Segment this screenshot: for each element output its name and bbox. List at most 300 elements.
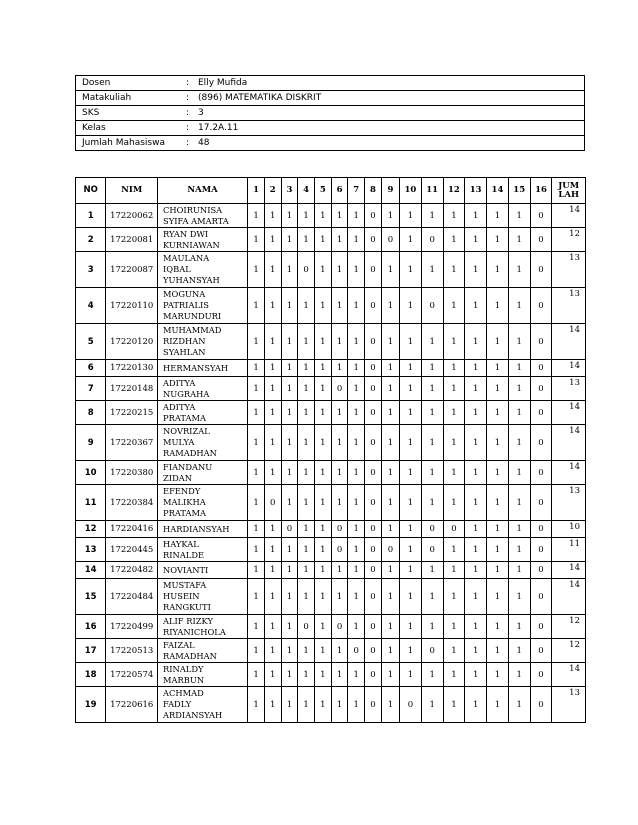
attendance-mark: 0 <box>331 377 348 401</box>
row-nim: 17220384 <box>106 485 158 521</box>
attendance-mark: 1 <box>465 324 487 360</box>
attendance-mark: 1 <box>331 687 348 723</box>
attendance-mark: 1 <box>348 663 365 687</box>
attendance-mark: 0 <box>365 252 382 288</box>
row-total-cell <box>552 377 586 401</box>
nama-line: KURNIAWAN <box>163 239 220 250</box>
info-row <box>76 106 585 121</box>
attendance-mark: 1 <box>348 562 365 579</box>
attendance-mark: 0 <box>530 615 552 639</box>
attendance-mark: 1 <box>465 521 487 538</box>
row-nim: 17220416 <box>106 521 158 538</box>
table-row <box>76 687 586 723</box>
attendance-mark: 0 <box>365 538 382 562</box>
attendance-mark: 0 <box>331 538 348 562</box>
row-nim: 17220367 <box>106 425 158 461</box>
attendance-mark: 1 <box>248 521 265 538</box>
attendance-mark: 0 <box>365 461 382 485</box>
attendance-mark: 0 <box>530 228 552 252</box>
attendance-mark: 1 <box>264 401 281 425</box>
attendance-mark: 1 <box>400 538 422 562</box>
row-number: 19 <box>76 687 106 723</box>
row-nama <box>158 485 248 521</box>
attendance-mark: 1 <box>508 288 530 324</box>
row-number: 13 <box>76 538 106 562</box>
attendance-mark: 1 <box>314 324 331 360</box>
attendance-mark: 1 <box>348 252 365 288</box>
attendance-mark: 0 <box>381 228 399 252</box>
table-header-row <box>76 178 586 204</box>
attendance-mark: 0 <box>530 425 552 461</box>
attendance-mark: 0 <box>530 538 552 562</box>
attendance-mark: 1 <box>314 639 331 663</box>
attendance-mark: 1 <box>421 461 443 485</box>
row-total: 14 <box>569 205 580 215</box>
row-number: 6 <box>76 360 106 377</box>
attendance-mark: 1 <box>281 204 298 228</box>
attendance-mark: 1 <box>381 615 399 639</box>
attendance-mark: 1 <box>331 639 348 663</box>
attendance-mark: 1 <box>421 401 443 425</box>
attendance-mark: 0 <box>530 687 552 723</box>
row-nama <box>158 425 248 461</box>
row-nama <box>158 687 248 723</box>
header-meeting-12: 12 <box>443 178 465 204</box>
attendance-mark: 0 <box>381 538 399 562</box>
attendance-mark: 1 <box>264 425 281 461</box>
attendance-mark: 1 <box>465 615 487 639</box>
attendance-mark: 1 <box>264 204 281 228</box>
attendance-mark: 1 <box>248 461 265 485</box>
attendance-mark: 1 <box>248 485 265 521</box>
row-number: 9 <box>76 425 106 461</box>
header-meeting-5: 5 <box>314 178 331 204</box>
attendance-mark: 1 <box>465 461 487 485</box>
attendance-mark: 1 <box>348 521 365 538</box>
info-value: 48 <box>198 138 210 148</box>
attendance-mark: 1 <box>314 461 331 485</box>
attendance-mark: 1 <box>331 252 348 288</box>
attendance-mark: 1 <box>487 639 509 663</box>
table-row <box>76 425 586 461</box>
nama-line: ALIF RIZKY <box>163 615 213 626</box>
attendance-mark: 1 <box>314 579 331 615</box>
nama-line: ZIDAN <box>163 472 192 483</box>
attendance-mark: 1 <box>281 538 298 562</box>
attendance-mark: 1 <box>443 377 465 401</box>
row-number: 16 <box>76 615 106 639</box>
attendance-mark: 0 <box>530 377 552 401</box>
attendance-mark: 1 <box>381 521 399 538</box>
header-meeting-16: 16 <box>530 178 552 204</box>
nama-line: RIZDHAN <box>163 336 206 346</box>
table-row <box>76 562 586 579</box>
attendance-mark: 0 <box>331 521 348 538</box>
row-nim: 17220482 <box>106 562 158 579</box>
attendance-mark: 1 <box>264 663 281 687</box>
attendance-mark: 1 <box>443 324 465 360</box>
row-total: 13 <box>569 378 580 388</box>
attendance-mark: 1 <box>508 324 530 360</box>
attendance-mark: 1 <box>248 324 265 360</box>
nama-line: MUHAMMAD <box>163 325 222 335</box>
attendance-mark: 1 <box>508 521 530 538</box>
header-meeting-1: 1 <box>248 178 265 204</box>
attendance-mark: 0 <box>530 461 552 485</box>
nama-line: RAMADHAN <box>163 448 217 458</box>
attendance-mark: 1 <box>381 288 399 324</box>
nama-line: PRATAMA <box>163 508 206 518</box>
attendance-mark: 1 <box>348 377 365 401</box>
row-nama <box>158 521 248 538</box>
attendance-mark: 1 <box>281 639 298 663</box>
attendance-mark: 1 <box>443 562 465 579</box>
row-total-cell <box>552 204 586 228</box>
row-number: 3 <box>76 252 106 288</box>
row-total: 14 <box>569 462 580 472</box>
row-number: 5 <box>76 324 106 360</box>
row-total: 14 <box>569 664 580 674</box>
attendance-mark: 1 <box>264 615 281 639</box>
attendance-mark: 1 <box>400 615 422 639</box>
attendance-mark: 0 <box>365 521 382 538</box>
attendance-mark: 1 <box>443 461 465 485</box>
row-nama <box>158 288 248 324</box>
row-number: 7 <box>76 377 106 401</box>
table-row <box>76 324 586 360</box>
attendance-mark: 1 <box>487 401 509 425</box>
header-meeting-4: 4 <box>298 178 315 204</box>
attendance-mark: 1 <box>508 360 530 377</box>
attendance-mark: 1 <box>487 562 509 579</box>
row-nama <box>158 615 248 639</box>
attendance-mark: 1 <box>314 204 331 228</box>
attendance-mark: 1 <box>487 377 509 401</box>
header-nim: NIM <box>106 178 158 204</box>
info-colon: : <box>186 93 190 103</box>
attendance-mark: 0 <box>530 204 552 228</box>
nama-line: FADLY <box>163 699 192 709</box>
attendance-mark: 1 <box>298 228 315 252</box>
row-total-cell <box>552 425 586 461</box>
attendance-mark: 1 <box>508 252 530 288</box>
header-no: NO <box>76 178 106 204</box>
attendance-mark: 1 <box>381 562 399 579</box>
attendance-mark: 0 <box>421 521 443 538</box>
row-nim: 17220062 <box>106 204 158 228</box>
attendance-mark: 1 <box>281 401 298 425</box>
attendance-mark: 1 <box>331 288 348 324</box>
attendance-mark: 0 <box>530 288 552 324</box>
attendance-mark: 1 <box>465 425 487 461</box>
attendance-mark: 1 <box>465 562 487 579</box>
row-total: 13 <box>569 253 580 263</box>
attendance-mark: 1 <box>508 639 530 663</box>
attendance-mark: 1 <box>298 324 315 360</box>
attendance-mark: 0 <box>264 485 281 521</box>
attendance-mark: 1 <box>508 579 530 615</box>
nama-line: SYAHLAN <box>163 347 206 357</box>
attendance-mark: 0 <box>365 562 382 579</box>
nama-line: CHOIRUNISA <box>163 204 223 215</box>
info-colon: : <box>186 78 190 88</box>
table-row <box>76 360 586 377</box>
row-total: 11 <box>569 539 580 549</box>
table-row <box>76 521 586 538</box>
info-label: Kelas <box>76 121 183 136</box>
row-total: 14 <box>569 361 580 371</box>
attendance-mark: 1 <box>264 252 281 288</box>
nama-line: ADITYA <box>163 401 196 412</box>
nama-line: ADITYA <box>163 377 196 388</box>
attendance-mark: 1 <box>331 579 348 615</box>
attendance-mark: 1 <box>381 425 399 461</box>
row-nama <box>158 377 248 401</box>
attendance-mark: 1 <box>443 485 465 521</box>
nama-line: HARDIANSYAH <box>163 523 230 534</box>
attendance-mark: 1 <box>421 324 443 360</box>
attendance-mark: 1 <box>298 288 315 324</box>
attendance-mark: 1 <box>400 204 422 228</box>
attendance-mark: 1 <box>348 324 365 360</box>
attendance-mark: 1 <box>248 360 265 377</box>
attendance-mark: 0 <box>365 204 382 228</box>
attendance-mark: 1 <box>298 663 315 687</box>
attendance-mark: 1 <box>421 377 443 401</box>
attendance-mark: 1 <box>487 615 509 639</box>
attendance-mark: 1 <box>314 562 331 579</box>
attendance-mark: 1 <box>348 538 365 562</box>
attendance-mark: 1 <box>298 377 315 401</box>
attendance-mark: 0 <box>400 687 422 723</box>
attendance-mark: 1 <box>264 687 281 723</box>
attendance-mark: 1 <box>508 401 530 425</box>
nama-line: ARDIANSYAH <box>163 710 223 720</box>
attendance-mark: 1 <box>487 485 509 521</box>
row-total-cell <box>552 579 586 615</box>
attendance-mark: 0 <box>530 639 552 663</box>
attendance-mark: 1 <box>264 521 281 538</box>
attendance-mark: 1 <box>298 425 315 461</box>
row-total-cell <box>552 562 586 579</box>
info-value: Elly Mufida <box>198 78 248 88</box>
attendance-mark: 1 <box>421 425 443 461</box>
nama-line: RAMADHAN <box>163 650 217 661</box>
attendance-mark: 1 <box>400 228 422 252</box>
nama-line: SYIFA AMARTA <box>163 215 229 226</box>
attendance-mark: 1 <box>348 204 365 228</box>
row-nama <box>158 562 248 579</box>
attendance-mark: 1 <box>400 360 422 377</box>
row-total: 13 <box>569 486 580 496</box>
attendance-mark: 1 <box>465 401 487 425</box>
attendance-mark: 1 <box>348 579 365 615</box>
attendance-mark: 1 <box>508 687 530 723</box>
row-number: 12 <box>76 521 106 538</box>
row-nim: 17220120 <box>106 324 158 360</box>
attendance-mark: 1 <box>508 228 530 252</box>
nama-line: NOVRIZAL <box>163 426 210 436</box>
info-row <box>76 136 585 151</box>
attendance-mark: 1 <box>281 562 298 579</box>
nama-line: HERMANSYAH <box>163 362 229 373</box>
attendance-mark: 1 <box>400 521 422 538</box>
attendance-mark: 1 <box>248 615 265 639</box>
attendance-mark: 1 <box>487 360 509 377</box>
attendance-mark: 1 <box>331 425 348 461</box>
row-total-cell <box>552 663 586 687</box>
row-total-cell <box>552 615 586 639</box>
attendance-mark: 1 <box>508 663 530 687</box>
nama-line: MULYA <box>163 437 195 447</box>
attendance-mark: 1 <box>314 485 331 521</box>
nama-line: PATRIALIS <box>163 300 209 310</box>
attendance-mark: 1 <box>314 615 331 639</box>
attendance-mark: 1 <box>281 579 298 615</box>
row-nim: 17220499 <box>106 615 158 639</box>
attendance-mark: 1 <box>443 687 465 723</box>
row-number: 1 <box>76 204 106 228</box>
attendance-mark: 1 <box>264 228 281 252</box>
row-number: 15 <box>76 579 106 615</box>
attendance-mark: 1 <box>400 663 422 687</box>
attendance-mark: 1 <box>465 579 487 615</box>
attendance-mark: 1 <box>381 579 399 615</box>
attendance-mark: 1 <box>248 204 265 228</box>
attendance-mark: 1 <box>508 377 530 401</box>
attendance-mark: 1 <box>314 377 331 401</box>
nama-line: RYAN DWI <box>163 228 209 239</box>
info-row <box>76 76 585 91</box>
row-number: 2 <box>76 228 106 252</box>
attendance-mark: 1 <box>487 204 509 228</box>
attendance-mark: 1 <box>465 485 487 521</box>
header-meeting-3: 3 <box>281 178 298 204</box>
attendance-mark: 1 <box>443 401 465 425</box>
attendance-mark: 1 <box>487 288 509 324</box>
table-row <box>76 538 586 562</box>
info-row <box>76 91 585 106</box>
info-value-cell <box>182 106 585 121</box>
attendance-mark: 1 <box>487 425 509 461</box>
attendance-mark: 1 <box>248 562 265 579</box>
attendance-mark: 1 <box>264 538 281 562</box>
header-total: JUM LAH <box>552 178 586 204</box>
row-nim: 17220574 <box>106 663 158 687</box>
row-number: 17 <box>76 639 106 663</box>
header-meeting-7: 7 <box>348 178 365 204</box>
header-meeting-13: 13 <box>465 178 487 204</box>
row-total-cell <box>552 252 586 288</box>
header-nama: NAMA <box>158 178 248 204</box>
nama-line: RANGKUTI <box>163 602 211 612</box>
header-meeting-15: 15 <box>508 178 530 204</box>
attendance-mark: 1 <box>348 485 365 521</box>
attendance-mark: 0 <box>530 663 552 687</box>
nama-line: PRATAMA <box>163 412 206 423</box>
table-row <box>76 204 586 228</box>
nama-line: RINALDY <box>163 663 204 674</box>
attendance-mark: 1 <box>248 377 265 401</box>
attendance-mark: 1 <box>348 228 365 252</box>
attendance-mark: 1 <box>248 687 265 723</box>
attendance-mark: 1 <box>298 579 315 615</box>
info-row <box>76 121 585 136</box>
attendance-mark: 1 <box>298 639 315 663</box>
row-total-cell <box>552 639 586 663</box>
attendance-mark: 1 <box>465 228 487 252</box>
table-row <box>76 579 586 615</box>
attendance-mark: 0 <box>365 288 382 324</box>
row-total-cell <box>552 288 586 324</box>
attendance-mark: 1 <box>314 401 331 425</box>
attendance-mark: 0 <box>365 663 382 687</box>
attendance-mark: 1 <box>421 485 443 521</box>
attendance-mark: 1 <box>465 360 487 377</box>
attendance-mark: 1 <box>508 425 530 461</box>
attendance-mark: 1 <box>348 615 365 639</box>
attendance-mark: 1 <box>443 639 465 663</box>
attendance-mark: 1 <box>443 252 465 288</box>
attendance-mark: 0 <box>530 324 552 360</box>
attendance-mark: 1 <box>421 252 443 288</box>
attendance-mark: 1 <box>281 324 298 360</box>
row-total-cell <box>552 485 586 521</box>
attendance-mark: 1 <box>281 485 298 521</box>
attendance-mark: 1 <box>508 485 530 521</box>
attendance-mark: 0 <box>530 360 552 377</box>
row-total: 13 <box>569 289 580 299</box>
attendance-mark: 0 <box>530 562 552 579</box>
attendance-mark: 1 <box>331 204 348 228</box>
attendance-mark: 1 <box>487 228 509 252</box>
attendance-mark: 1 <box>314 663 331 687</box>
nama-line: NUGRAHA <box>163 388 210 399</box>
attendance-mark: 1 <box>281 288 298 324</box>
attendance-mark: 1 <box>331 401 348 425</box>
attendance-mark: 1 <box>400 485 422 521</box>
table-row <box>76 252 586 288</box>
row-total: 13 <box>569 688 580 698</box>
attendance-mark: 1 <box>487 252 509 288</box>
nama-line: YUHANSYAH <box>163 275 220 285</box>
table-row <box>76 461 586 485</box>
header-meeting-8: 8 <box>365 178 382 204</box>
header-meeting-14: 14 <box>487 178 509 204</box>
attendance-mark: 1 <box>348 425 365 461</box>
attendance-mark: 0 <box>365 324 382 360</box>
attendance-mark: 1 <box>381 639 399 663</box>
attendance-mark: 1 <box>248 252 265 288</box>
attendance-mark: 1 <box>298 485 315 521</box>
row-total: 14 <box>569 325 580 335</box>
header-meeting-11: 11 <box>421 178 443 204</box>
row-nama <box>158 228 248 252</box>
table-row <box>76 401 586 425</box>
attendance-mark: 1 <box>381 401 399 425</box>
attendance-mark: 1 <box>465 639 487 663</box>
attendance-mark: 1 <box>348 401 365 425</box>
attendance-mark: 0 <box>365 579 382 615</box>
attendance-mark: 1 <box>443 204 465 228</box>
attendance-mark: 1 <box>248 288 265 324</box>
attendance-mark: 1 <box>465 538 487 562</box>
attendance-mark: 1 <box>314 425 331 461</box>
attendance-mark: 0 <box>421 288 443 324</box>
nama-line: ACHMAD <box>163 688 204 698</box>
attendance-mark: 1 <box>381 324 399 360</box>
row-nama <box>158 538 248 562</box>
